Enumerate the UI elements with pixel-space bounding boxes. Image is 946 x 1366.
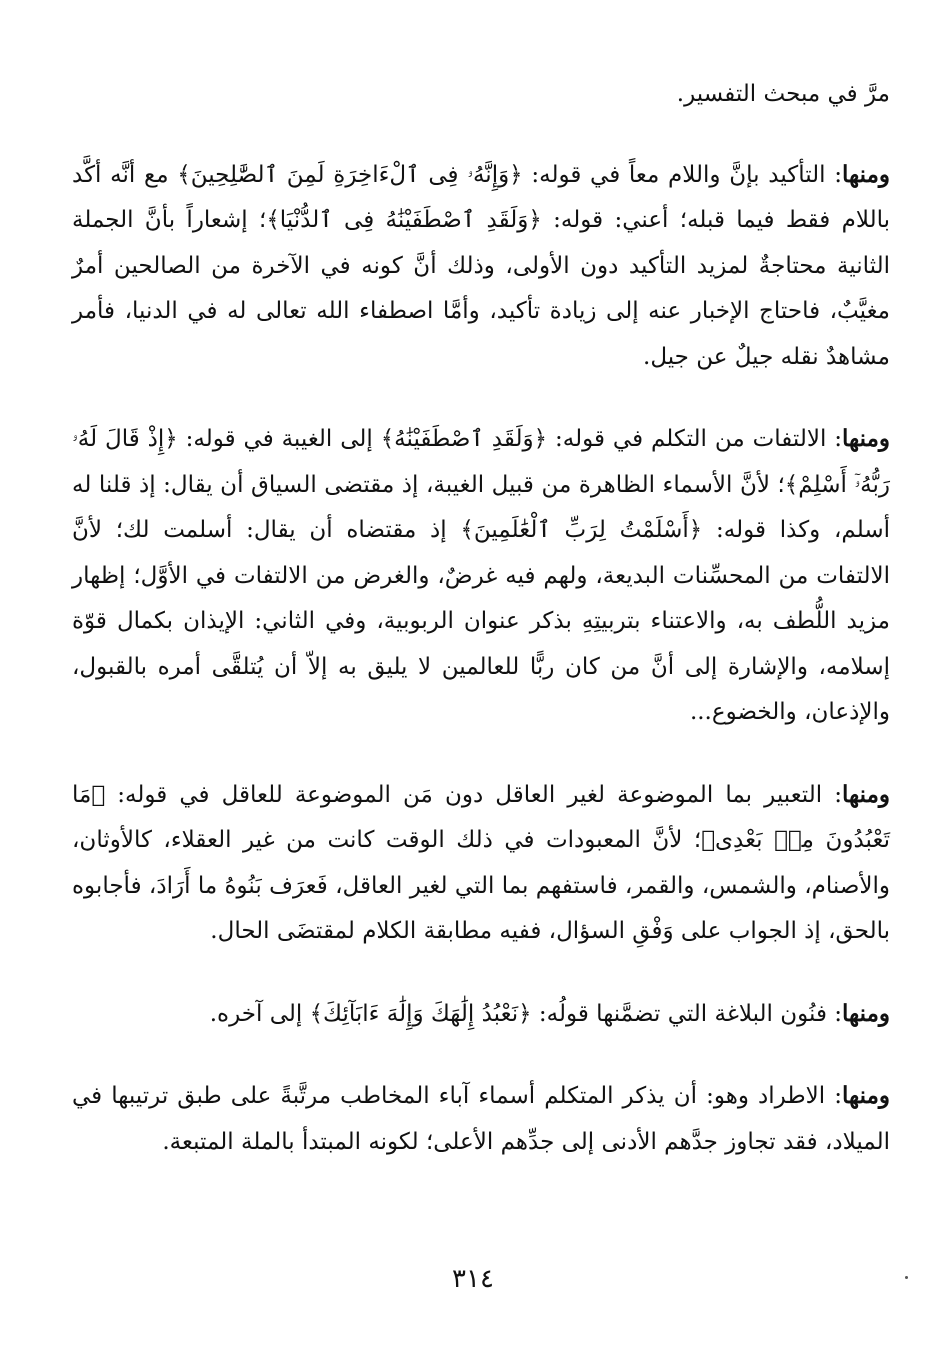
paragraph-ma-usage bbox=[72, 772, 890, 955]
paragraph-emphasis bbox=[72, 152, 890, 381]
paragraph-balagha bbox=[72, 991, 890, 1038]
paragraph-lead: ومنها bbox=[842, 780, 890, 808]
page-number: ٣١٤ bbox=[452, 1264, 494, 1294]
intro-line: مرَّ في مبحث التفسير. bbox=[676, 81, 890, 107]
paragraph-text: : التعبير بما الموضوعة لغير العاقل دون مَن الموضوعة للعاقل في قوله: ﴿مَا تَعْبُدُونَ مِنۢ بَعْدِى﴾؛ لأنَّ المعبودات في ذلك الوقت كانت من غير العقلاء، كالأوثان، والأصنام، والشمس، والقمر، فاستفهم بما التي لغير العاقل، فَعرَف بَنُوهُ ما أَرَادَ، فأجابوه بالحق، إذ الجواب على وَفْقِ السؤال، ففيه مطابقة الكلام لمقتضَى الحال. bbox=[72, 781, 890, 944]
paragraph-iltifat bbox=[72, 416, 890, 736]
paragraph-lead: ومنها bbox=[842, 160, 890, 188]
paragraph-text: : فنُون البلاغة التي تضمَّنها قولُه: ﴿نَعْبُدُ إِلَٰهَكَ وَإِلَٰهَ ءَابَآئِكَ﴾ إلى آخره. bbox=[209, 1000, 843, 1027]
paragraph-ittirad bbox=[72, 1073, 890, 1165]
paragraph-text: : التأكيد بإنَّ واللام معاً في قوله: ﴿وَإِنَّهُۥ فِى ٱلْءَاخِرَةِ لَمِنَ ٱلصَّٰلِحِينَ﴾ مع أنَّه أكَّد باللام فقط فيما قبله؛ أعني: قوله: ﴿وَلَقَدِ ٱصْطَفَيْنَٰهُ فِى ٱلدُّنْيَا﴾؛ إشعاراً بأنَّ الجملة الثانية محتاجةٌ لمزيد التأكيد دون الأولى، وذلك أنَّ كونه في الآخرة من الصالحين أمرٌ مغيَّبٌ، فاحتاج الإخبار عنه إلى زيادة تأكيد، وأمَّا اصطفاء الله تعالى له في الدنيا، فأمر مشاهدٌ نقله جيلٌ عن جيل. bbox=[72, 161, 890, 370]
paragraph-text: : الالتفات من التكلم في قوله: ﴿وَلَقَدِ ٱصْطَفَيْنَٰهُ﴾ إلى الغيبة في قوله: ﴿إِذْ قَالَ لَهُۥ رَبُّهُۥٓ أَسْلِمْ﴾؛ لأنَّ الأسماء الظاهرة من قبيل الغيبة، إذ مقتضى السياق أن يقال: إذ قلنا له أسلم، وكذا قوله: ﴿أَسْلَمْتُ لِرَبِّ ٱلْعَٰلَمِينَ﴾ إذ مقتضاه أن يقال: أسلمت لك؛ لأنَّ الالتفات من المحسِّنات البديعة، ولهم فيه غرضٌ، والغرض من الالتفات في الأوَّل؛ إظهار مزيد اللُّطف به، والاعتناء بتربيتِهِ بذكر عنوان الربوبية، وفي الثاني: الإيذان بكمال قوّة إسلامه، والإشارة إلى أنَّ من كان ربًّا للعالمين لا يليق به إلاّ أن يُتلقَّى أمره بالقبول، والإذعان، والخضوع... bbox=[72, 426, 890, 725]
paragraph-lead: ومنها bbox=[842, 1082, 890, 1109]
paragraph-text: : الاطراد وهو: أن يذكر المتكلم أسماء آباء المخاطب مرتَّبةً على طبق ترتيبها في الميلاد، فقد تجاوز جدَّهم الأدنى إلى جدِّهم الأعلى؛ لكونه المبتدأ بالملة المتبعة. bbox=[72, 1083, 890, 1155]
paragraph-lead: ومنها bbox=[842, 999, 890, 1027]
scan-speck bbox=[905, 1276, 908, 1279]
paragraph-lead: ومنها bbox=[842, 425, 890, 452]
page-body bbox=[72, 72, 890, 1201]
